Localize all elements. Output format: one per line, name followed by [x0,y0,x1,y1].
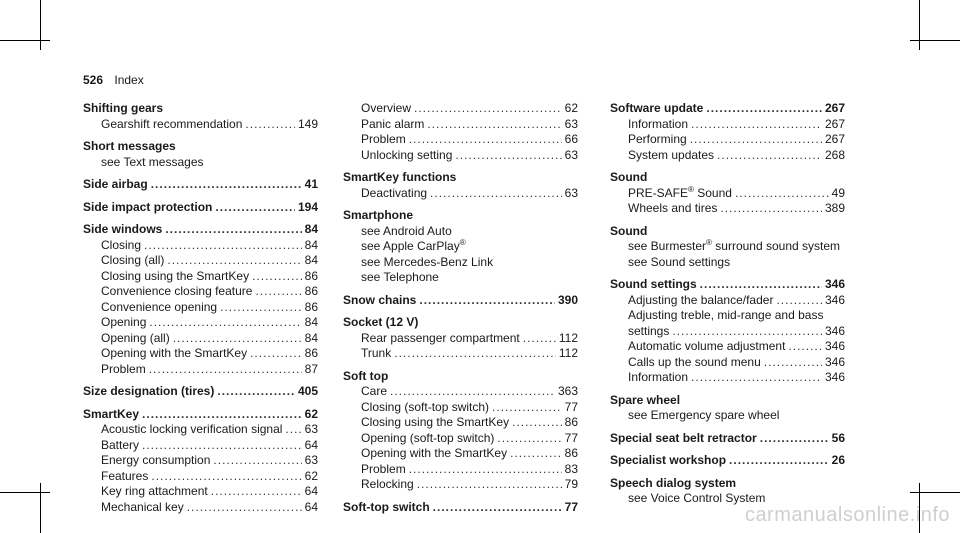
entry-text: Gearshift recommendation [101,116,243,131]
index-subentry [610,186,845,202]
index-heading [343,170,578,186]
index-subentry [83,469,318,485]
index-heading [343,500,578,516]
index-subentry [610,308,845,324]
leader-dots [149,315,301,331]
entry-text: Opening with the SmartKey [101,346,248,360]
index-heading [343,369,578,385]
entry-text: Acoustic locking verification signal [101,422,283,436]
leader-dots [165,222,301,238]
leader-dots [187,500,302,516]
leader-dots [691,117,822,133]
page-ref: 63 [564,185,578,200]
leader-dots [672,324,822,340]
page-ref: 389 [824,201,845,215]
leader-dots [776,293,822,309]
index-subentry [343,346,578,362]
index-heading [83,384,318,400]
entry-text: Speech dialog system [610,475,737,490]
index-heading [610,277,845,293]
entry-text: see Text messages [101,154,204,169]
index-subentry [83,346,318,362]
index-subentry [343,148,578,164]
index-subentry [610,148,845,164]
index-heading [610,431,845,447]
leader-dots [252,269,302,285]
leader-dots [717,148,822,164]
index-heading [343,293,578,309]
section-title: Index [114,73,144,87]
index-subentry [83,300,318,316]
entry-text: Closing (soft-top switch) [361,399,490,414]
page-ref: 346 [824,354,845,369]
entry-text: see Sound settings [628,254,731,269]
leader-dots [497,431,561,447]
leader-dots [255,284,301,300]
leader-dots [433,500,562,516]
entry-text: Opening [101,315,147,329]
entry-text: Sound settings [610,277,697,291]
page-ref: 77 [564,499,578,514]
entry-text: see Voice Control System [628,491,766,505]
entry-text: Specialist workshop [610,453,727,467]
entry-text: Panic alarm [361,116,425,131]
entry-text: Opening with the SmartKey [361,446,508,460]
page-ref: 84 [304,315,318,329]
entry-text: Energy consumption [101,453,211,467]
page-ref: 62 [304,406,318,421]
page-ref: 56 [831,430,845,445]
index-subentry [83,422,318,438]
leader-dots [523,331,556,347]
page-ref: 64 [304,437,318,452]
entry-text: Spare wheel [610,392,681,407]
entry-text: Trunk [361,346,392,360]
page-ref: 363 [557,384,578,398]
index-subentry [83,155,318,171]
index-heading [610,393,845,409]
page-ref: 346 [824,277,845,291]
entry-text: Key ring attachment [101,484,208,498]
leader-dots [409,132,562,148]
page-ref: 268 [824,147,845,162]
index-subentry [610,355,845,371]
entry-text: SmartKey [83,406,140,421]
entry-text: Sound [610,223,648,238]
index-subentry [610,293,845,309]
leader-dots [173,331,302,347]
leader-dots [512,415,562,431]
page-ref: 346 [824,323,845,338]
page-ref: 84 [304,222,318,236]
index-subentry [610,117,845,133]
index-heading [83,139,318,155]
leader-dots [760,431,829,447]
page-ref: 346 [824,339,845,353]
page-ref: 194 [297,199,318,214]
crop-mark [40,0,41,50]
index-subentry [83,438,318,454]
index-subentry [343,117,578,133]
leader-dots [788,339,822,355]
index-subentry [343,415,578,431]
entry-text: Mechanical key [101,499,184,514]
leader-dots [151,469,301,485]
page-ref: 64 [304,484,318,498]
page-ref: 77 [564,399,578,414]
index-subentry [610,339,845,355]
entry-text: Closing (all) [101,253,165,267]
page-ref: 63 [564,147,578,162]
leader-dots [285,422,301,438]
index-heading [610,101,845,117]
leader-dots [215,200,295,216]
leader-dots [764,355,822,371]
page-ref: 86 [304,299,318,314]
crop-mark [0,40,50,41]
index-subentry [343,224,578,240]
entry-text: see Mercedes-Benz Link [361,254,494,269]
page-ref: 86 [564,446,578,460]
leader-dots [729,453,829,469]
index-subentry [343,331,578,347]
index-subentry [83,284,318,300]
leader-dots [144,238,302,254]
index-heading [610,476,845,492]
leader-dots [417,477,562,493]
index-subentry [343,101,578,117]
page-ref: 84 [304,237,318,252]
leader-dots [427,117,561,133]
entry-text: Deactivating [361,185,428,200]
entry-text: settings [628,323,670,338]
crop-mark [910,40,960,41]
index-heading [83,101,318,117]
entry-text: System updates [628,147,715,162]
page-ref: 62 [304,468,318,483]
entry-text: see Emergency spare wheel [628,408,780,422]
page-ref: 62 [564,101,578,115]
page-ref: 86 [304,346,318,360]
leader-dots [720,201,822,217]
leader-dots [167,253,301,269]
entry-text: Size designation (tires) [83,384,215,398]
index-subentry [610,370,845,386]
entry-text: Opening (soft-top switch) [361,430,495,445]
index-subentry [610,255,845,271]
index-heading [610,170,845,186]
index-subentry [610,324,845,340]
leader-dots [211,484,302,500]
entry-text: Rear passenger compartment [361,330,520,345]
entry-text: see Android Auto [361,223,452,238]
page-ref: 63 [564,116,578,131]
index-subentry [83,331,318,347]
entry-text: SmartKey functions [343,170,457,184]
page-ref: 390 [557,292,578,307]
page-ref: 64 [304,499,318,514]
entry-text: Sound [610,170,648,184]
entry-text: Special seat belt retractor [610,430,757,445]
entry-text: Problem [361,132,406,146]
entry-text: Closing using the SmartKey [101,268,250,283]
page-header [83,73,144,87]
entry-text: PRE-SAFE® Sound [628,184,732,200]
entry-text: Calls up the sound menu [628,354,761,369]
entry-text: Problem [361,461,406,476]
entry-text: Features [101,468,149,483]
page-ref: 112 [558,346,578,360]
index-subentry [610,132,845,148]
index-subentry [343,462,578,478]
leader-dots [220,300,302,316]
index-heading [83,222,318,238]
index-subentry [610,408,845,424]
page-ref: 26 [831,453,845,467]
page-ref: 267 [824,116,845,131]
leader-dots [414,101,562,117]
index-heading [610,453,845,469]
entry-text: Soft-top switch [343,499,430,514]
entry-text: Automatic volume adjustment [628,339,786,353]
entry-text: Problem [101,361,146,376]
index-subentry [343,477,578,493]
entry-text: Adjusting the balance/fader [628,292,774,307]
crop-mark [910,492,960,493]
entry-text: Opening (all) [101,330,170,345]
entry-text: Overview [361,101,412,115]
entry-text: Wheels and tires [628,201,718,215]
entry-text: Convenience opening [101,299,218,314]
page-number: 526 [83,73,104,87]
entry-text: Software update [610,101,704,115]
page-ref: 267 [824,101,845,115]
entry-text: Information [628,370,689,384]
entry-text: Side windows [83,222,163,236]
index-subentry [343,446,578,462]
leader-dots [142,407,302,423]
entry-text: see Telephone [361,270,439,284]
index-column-1 [83,101,318,515]
entry-text: see Apple CarPlay® [361,238,466,253]
entry-text: Information [628,116,689,131]
index-column-3 [610,101,845,507]
entry-text: Performing [628,132,687,146]
index-subentry [343,400,578,416]
index-subentry [610,239,845,255]
entry-text: Side airbag [83,177,148,191]
index-heading [83,200,318,216]
leader-dots [245,117,295,133]
index-subentry [83,269,318,285]
index-heading [610,224,845,240]
page-ref: 41 [304,177,318,191]
index-subentry [83,484,318,500]
leader-dots [430,186,562,202]
page-ref: 63 [304,453,318,467]
leader-dots [706,101,822,117]
page-ref: 79 [564,477,578,491]
page-ref: 83 [564,461,578,476]
index-subentry [343,270,578,286]
entry-text: Soft top [343,368,389,383]
crop-mark [919,0,920,50]
index-heading [343,208,578,224]
page-ref: 84 [304,330,318,345]
crop-mark [40,483,41,533]
leader-dots [690,132,822,148]
leader-dots [149,362,302,378]
index-subentry [83,253,318,269]
watermark: carmanualsonline.info [744,504,950,526]
leader-dots [151,177,302,193]
index-subentry [83,453,318,469]
page-ref: 86 [304,284,318,298]
index-subentry [83,238,318,254]
entry-text: Closing [101,237,142,252]
entry-text: Shifting gears [83,101,164,115]
entry-text: see Burmester® surround sound system [628,238,840,253]
index-subentry [83,362,318,378]
leader-dots [213,453,301,469]
page-ref: 405 [297,384,318,398]
leader-dots [455,148,561,164]
entry-text: Smartphone [343,208,414,222]
page-ref: 66 [564,132,578,146]
index-subentry [610,201,845,217]
leader-dots [691,370,822,386]
page-ref: 49 [831,185,845,200]
entry-text: Relocking [361,477,414,491]
entry-text: Closing using the SmartKey [361,415,510,429]
leader-dots [394,346,556,362]
page-ref: 86 [304,268,318,283]
entry-text: Convenience closing feature [101,284,253,298]
index-heading [83,407,318,423]
index-subentry [343,431,578,447]
page-ref: 77 [564,430,578,445]
page-ref: 346 [824,292,845,307]
index-subentry [343,255,578,271]
index-subentry [83,500,318,516]
entry-text: Battery [101,437,140,452]
leader-dots [390,384,555,400]
leader-dots [142,438,302,454]
leader-dots [250,346,302,362]
entry-text: Socket (12 V) [343,315,419,329]
page-ref: 84 [304,253,318,267]
page-ref: 86 [564,415,578,429]
index-column-2 [343,101,578,515]
leader-dots [700,277,822,293]
entry-text: Adjusting treble, mid-range and bass [628,308,824,322]
leader-dots [492,400,562,416]
index-subentry [83,117,318,133]
page-ref: 149 [297,116,318,131]
page-ref: 87 [304,361,318,376]
entry-text: Snow chains [343,292,417,307]
index-subentry [343,132,578,148]
entry-text: Care [361,384,388,398]
page-ref: 267 [824,132,845,146]
leader-dots [217,384,295,400]
leader-dots [735,186,829,202]
entry-text: Short messages [83,139,176,153]
leader-dots [409,462,562,478]
page-ref: 63 [304,422,318,436]
crop-mark [0,492,50,493]
leader-dots [419,293,555,309]
index-heading [83,177,318,193]
page-ref: 346 [824,370,845,384]
index-subentry [343,239,578,255]
index-subentry [83,315,318,331]
index-heading [343,315,578,331]
leader-dots [510,446,562,462]
page-ref: 112 [558,330,578,345]
index-subentry [343,384,578,400]
index-subentry [343,186,578,202]
entry-text: Side impact protection [83,199,213,214]
entry-text: Unlocking setting [361,147,453,162]
